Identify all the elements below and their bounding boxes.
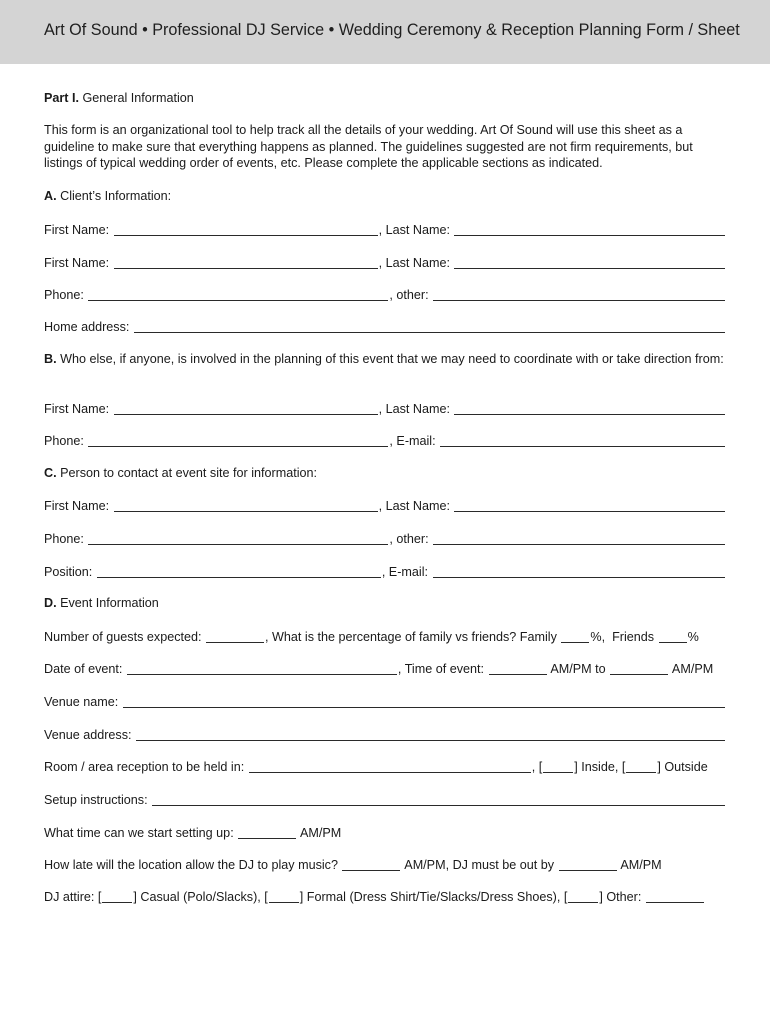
planner-last-name-field[interactable] <box>454 402 725 415</box>
intro-paragraph: This form is an organizational tool to help track all the details of your wedding. Art Of Sound will use this sheet as a guideline to make sure that everything happens as planned. The guidelines suggested are not firm requirements, but listings of typical wedding order of events, etc. Please complete the applicable sections as indicated. <box>44 123 693 170</box>
position-label: Position: <box>44 565 96 579</box>
planner-first-name-field[interactable] <box>114 402 378 415</box>
section-a-title: Client’s Information: <box>56 189 172 203</box>
date-label: Date of event: <box>44 662 126 676</box>
client1-first-name-field[interactable] <box>114 223 378 236</box>
last-name-label: , Last Name: <box>378 223 454 237</box>
percent-sign: % <box>687 630 699 644</box>
start-setup-field[interactable] <box>238 826 296 839</box>
section-c-letter: C. <box>44 466 57 480</box>
play-late-row <box>44 856 726 874</box>
start-time-field[interactable] <box>489 662 547 675</box>
email-label: , E-mail: <box>381 565 432 579</box>
site-contact-name-row <box>44 497 726 515</box>
family-percent-field[interactable] <box>561 630 589 643</box>
venue-address-row <box>44 726 726 744</box>
phone-label: Phone: <box>44 434 88 448</box>
site-first-name-field[interactable] <box>114 499 378 512</box>
first-name-label: First Name: <box>44 256 113 270</box>
formal-label: ] Formal (Dress Shirt/Tie/Slacks/Dress Shoes), [ <box>299 890 568 904</box>
section-b-letter: B. <box>44 352 57 366</box>
play-late-label: How late will the location allow the DJ to play music? <box>44 858 342 872</box>
inside-label: ] Inside, [ <box>574 760 626 774</box>
section-d-title: Event Information <box>56 596 159 610</box>
end-time-field[interactable] <box>610 662 668 675</box>
setup-label: Setup instructions: <box>44 793 152 807</box>
section-a-letter: A. <box>44 189 57 203</box>
section-c-heading <box>44 465 726 482</box>
site-position-field[interactable] <box>97 565 381 578</box>
client2-first-name-field[interactable] <box>114 256 378 269</box>
section-c-title: Person to contact at event site for information: <box>56 466 317 480</box>
email-label: , E-mail: <box>389 434 440 448</box>
ampm-label: AM/PM <box>617 858 662 872</box>
last-name-label: , Last Name: <box>378 402 454 416</box>
home-address-label: Home address: <box>44 320 133 334</box>
section-d-letter: D. <box>44 596 57 610</box>
planner-name-row <box>44 400 726 418</box>
section-d-heading <box>44 595 726 612</box>
site-last-name-field[interactable] <box>454 499 725 512</box>
room-label: Room / area reception to be held in: <box>44 760 248 774</box>
client2-name-row <box>44 254 726 272</box>
first-name-label: First Name: <box>44 223 113 237</box>
client1-name-row <box>44 221 726 239</box>
section-a-heading <box>44 188 726 205</box>
planner-email-field[interactable] <box>440 434 725 447</box>
venue-address-field[interactable] <box>136 728 725 741</box>
client-phone-row <box>44 286 726 304</box>
dj-out-label: AM/PM, DJ must be out by <box>401 858 558 872</box>
section-b-title: Who else, if anyone, is involved in the planning of this event that we may need to coordinate with or take direction from: <box>56 352 724 366</box>
event-date-field[interactable] <box>127 662 397 675</box>
outside-label: ] Outside <box>657 760 708 774</box>
site-contact-phone-row <box>44 530 726 548</box>
first-name-label: First Name: <box>44 499 113 513</box>
home-address-row <box>44 318 726 336</box>
venue-name-row <box>44 693 726 711</box>
start-setup-row <box>44 824 726 842</box>
casual-checkbox[interactable] <box>102 890 132 903</box>
other-label: , other: <box>389 288 433 302</box>
time-label: , Time of event: <box>397 662 488 676</box>
other-label: , other: <box>389 532 433 546</box>
guests-count-field[interactable] <box>206 630 264 643</box>
site-email-field[interactable] <box>433 565 726 578</box>
ampm-label: AM/PM <box>297 826 342 840</box>
home-address-field[interactable] <box>134 320 725 333</box>
phone-label: Phone: <box>44 288 88 302</box>
room-row <box>44 758 726 776</box>
formal-checkbox[interactable] <box>269 890 299 903</box>
part1-heading <box>44 90 726 107</box>
form-header <box>0 0 770 64</box>
other-attire-field[interactable] <box>646 890 704 903</box>
ampm-to-label: AM/PM to <box>547 662 610 676</box>
venue-name-field[interactable] <box>123 695 725 708</box>
dj-attire-label: DJ attire: [ <box>44 890 102 904</box>
date-time-row <box>44 660 726 678</box>
client2-last-name-field[interactable] <box>454 256 725 269</box>
outside-checkbox[interactable] <box>626 760 656 773</box>
friends-label: %, Friends <box>590 630 658 644</box>
setup-row <box>44 791 726 809</box>
start-setup-label: What time can we start setting up: <box>44 826 238 840</box>
part1-title: General Information <box>79 91 194 105</box>
other-attire-checkbox[interactable] <box>568 890 598 903</box>
setup-instructions-field[interactable] <box>152 793 725 806</box>
dj-attire-row <box>44 888 726 906</box>
last-name-label: , Last Name: <box>378 256 454 270</box>
first-name-label: First Name: <box>44 402 113 416</box>
phone-label: Phone: <box>44 532 88 546</box>
inside-checkbox[interactable] <box>543 760 573 773</box>
site-phone-field[interactable] <box>88 532 388 545</box>
planner-phone-field[interactable] <box>88 434 388 447</box>
room-field[interactable] <box>249 760 531 773</box>
site-other-field[interactable] <box>433 532 725 545</box>
other-attire-label: ] Other: <box>599 890 645 904</box>
guests-row <box>44 628 726 646</box>
play-late-field[interactable] <box>342 858 400 871</box>
guests-label: Number of guests expected: <box>44 630 206 644</box>
venue-name-label: Venue name: <box>44 695 122 709</box>
ampm-label: AM/PM <box>669 662 714 676</box>
venue-address-label: Venue address: <box>44 728 136 742</box>
dj-out-field[interactable] <box>559 858 617 871</box>
form-title: Art Of Sound • Professional DJ Service • Wedding Ceremony & Reception Planning Form / Sheet <box>44 21 740 39</box>
friends-percent-field[interactable] <box>659 630 687 643</box>
client-phone-field[interactable] <box>88 288 388 301</box>
client1-last-name-field[interactable] <box>454 223 725 236</box>
section-b-heading <box>44 351 726 368</box>
casual-label: ] Casual (Polo/Slacks), [ <box>133 890 268 904</box>
client-other-field[interactable] <box>433 288 725 301</box>
percentage-label: , What is the percentage of family vs friends? Family <box>265 630 561 644</box>
inside-bracket: , [ <box>531 760 543 774</box>
planner-phone-row <box>44 432 726 450</box>
site-contact-position-row <box>44 563 726 581</box>
part1-label: Part I. <box>44 91 79 105</box>
last-name-label: , Last Name: <box>378 499 454 513</box>
